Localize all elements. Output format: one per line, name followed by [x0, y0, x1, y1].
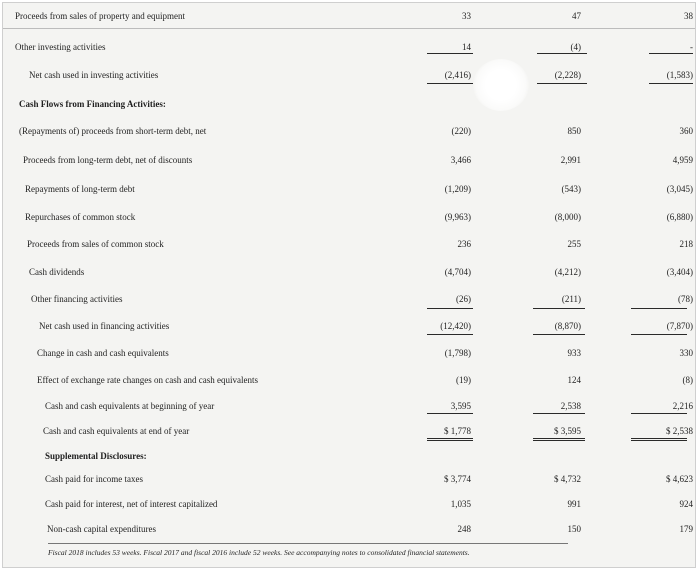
value-2016: 218 — [679, 239, 693, 249]
value-2018: 248 — [457, 524, 471, 534]
underline — [533, 334, 585, 335]
value-2017: (4) — [570, 42, 581, 52]
double-underline — [533, 440, 585, 441]
row-change-in-cash — [3, 343, 696, 363]
underline — [427, 53, 473, 54]
value-2017: (543) — [561, 184, 581, 194]
value-2018: (4,704) — [444, 267, 471, 277]
value-2016: 2,216 — [672, 401, 693, 411]
value-2018: $ 3,774 — [444, 474, 471, 484]
underline — [427, 83, 473, 84]
value-2017: 933 — [567, 348, 581, 358]
double-underline — [427, 438, 473, 439]
value-2018: $ 1,778 — [444, 426, 471, 436]
row-label: Other investing activities — [15, 42, 106, 52]
value-2018: (2,416) — [444, 70, 471, 80]
value-2017: $ 4,732 — [554, 474, 581, 484]
value-2016: (8) — [682, 375, 693, 385]
underline — [631, 308, 687, 309]
value-2018: (1,798) — [444, 348, 471, 358]
value-2016: - — [690, 42, 693, 52]
section-supplemental-header — [3, 446, 696, 466]
value-2016: (3,045) — [666, 184, 693, 194]
value-2018: 33 — [462, 11, 471, 21]
underline — [533, 413, 585, 414]
value-2018: (9,963) — [444, 212, 471, 222]
value-2017: $ 3,595 — [554, 426, 581, 436]
row-label: Other financing activities — [31, 294, 123, 304]
section-title: Supplemental Disclosures: — [45, 451, 147, 461]
row-sales-common-stock — [3, 234, 696, 254]
row-repurchases — [3, 207, 696, 227]
value-2017: (211) — [561, 294, 581, 304]
row-label: Proceeds from long-term debt, net of discounts — [23, 155, 193, 165]
value-2017: (4,212) — [554, 267, 581, 277]
double-underline — [533, 438, 585, 439]
value-2016: $ 2,538 — [666, 426, 693, 436]
footnote: Fiscal 2018 includes 53 weeks. Fiscal 2017 and fiscal 2016 include 52 weeks. See accompanying notes to consolidated financial statements. — [48, 543, 568, 557]
row-exchange-rate-effect — [3, 370, 696, 390]
value-2018: (1,209) — [444, 184, 471, 194]
row-label: Cash paid for interest, net of interest capitalized — [45, 499, 218, 509]
value-2016: 924 — [679, 499, 693, 509]
value-2017: (8,000) — [554, 212, 581, 222]
row-short-term-debt — [3, 121, 696, 141]
value-2016: $ 4,623 — [666, 474, 693, 484]
value-2017: 47 — [572, 11, 581, 21]
underline — [537, 53, 587, 54]
double-underline — [427, 440, 473, 441]
row-net-financing — [3, 316, 696, 336]
double-underline — [631, 438, 687, 439]
section-title: Cash Flows from Financing Activities: — [19, 99, 166, 109]
value-2017: (2,228) — [554, 70, 581, 80]
row-label: Repayments of long-term debt — [25, 184, 135, 194]
row-label: Proceeds from sales of common stock — [27, 239, 164, 249]
value-2016: 179 — [679, 524, 693, 534]
row-cash-dividends — [3, 262, 696, 282]
double-underline — [631, 440, 687, 441]
value-2018: 3,595 — [450, 401, 471, 411]
row-cash-end — [3, 421, 696, 441]
underline — [631, 334, 687, 335]
value-2017: 2,538 — [560, 401, 581, 411]
row-other-investing — [3, 37, 696, 57]
row-cash-beginning — [3, 396, 696, 416]
value-2016: 330 — [679, 348, 693, 358]
value-2017: 255 — [567, 239, 581, 249]
underline — [427, 334, 473, 335]
underline — [427, 413, 473, 414]
row-proceeds-property — [3, 6, 696, 26]
value-2017: 124 — [567, 375, 581, 385]
cash-flow-statement — [2, 2, 696, 568]
row-long-term-debt-repayments — [3, 179, 696, 199]
value-2016: (6,880) — [666, 212, 693, 222]
row-label: Net cash used in investing activities — [29, 70, 159, 80]
value-2017: 991 — [567, 499, 581, 509]
row-long-term-debt-proceeds — [3, 150, 696, 170]
value-2018: 3,466 — [450, 155, 471, 165]
value-2016: (78) — [678, 294, 693, 304]
value-2018: (12,420) — [440, 321, 471, 331]
value-2016: (1,583) — [666, 70, 693, 80]
value-2017: 2,991 — [560, 155, 581, 165]
value-2017: 150 — [567, 524, 581, 534]
row-label: Cash and cash equivalents at end of year — [43, 426, 190, 436]
value-2017: 850 — [567, 126, 581, 136]
value-2016: (3,404) — [666, 267, 693, 277]
row-income-taxes — [3, 469, 696, 489]
value-2018: (220) — [451, 126, 471, 136]
row-label: Cash paid for income taxes — [45, 474, 143, 484]
value-2018: (19) — [456, 375, 471, 385]
value-2017: (8,870) — [554, 321, 581, 331]
row-interest-paid — [3, 494, 696, 514]
row-label: Change in cash and cash equivalents — [37, 348, 169, 358]
value-2016: 4,959 — [672, 155, 693, 165]
separator — [3, 28, 696, 29]
underline — [649, 53, 693, 54]
value-2018: 14 — [462, 42, 471, 52]
row-label: Net cash used in financing activities — [39, 321, 170, 331]
row-label: (Repayments of) proceeds from short-term debt, net — [19, 126, 207, 136]
row-label: Proceeds from sales of property and equipment — [15, 11, 185, 21]
value-2016: (7,870) — [666, 321, 693, 331]
row-non-cash-capex — [3, 519, 696, 539]
row-label: Non-cash capital expenditures — [47, 524, 156, 534]
row-label: Cash and cash equivalents at beginning of year — [45, 401, 215, 411]
underline — [533, 308, 585, 309]
value-2016: 38 — [684, 11, 693, 21]
underline — [649, 83, 693, 84]
row-other-financing — [3, 289, 696, 309]
value-2016: 360 — [679, 126, 693, 136]
underline — [427, 308, 473, 309]
row-label: Effect of exchange rate changes on cash and cash equivalents — [37, 375, 258, 385]
value-2018: (26) — [456, 294, 471, 304]
row-label: Cash dividends — [29, 267, 85, 277]
underline — [537, 83, 587, 84]
row-label: Repurchases of common stock — [25, 212, 136, 222]
section-financing-header — [3, 94, 696, 114]
row-net-investing — [3, 65, 696, 85]
underline — [631, 413, 687, 414]
value-2018: 1,035 — [450, 499, 471, 509]
value-2018: 236 — [457, 239, 471, 249]
